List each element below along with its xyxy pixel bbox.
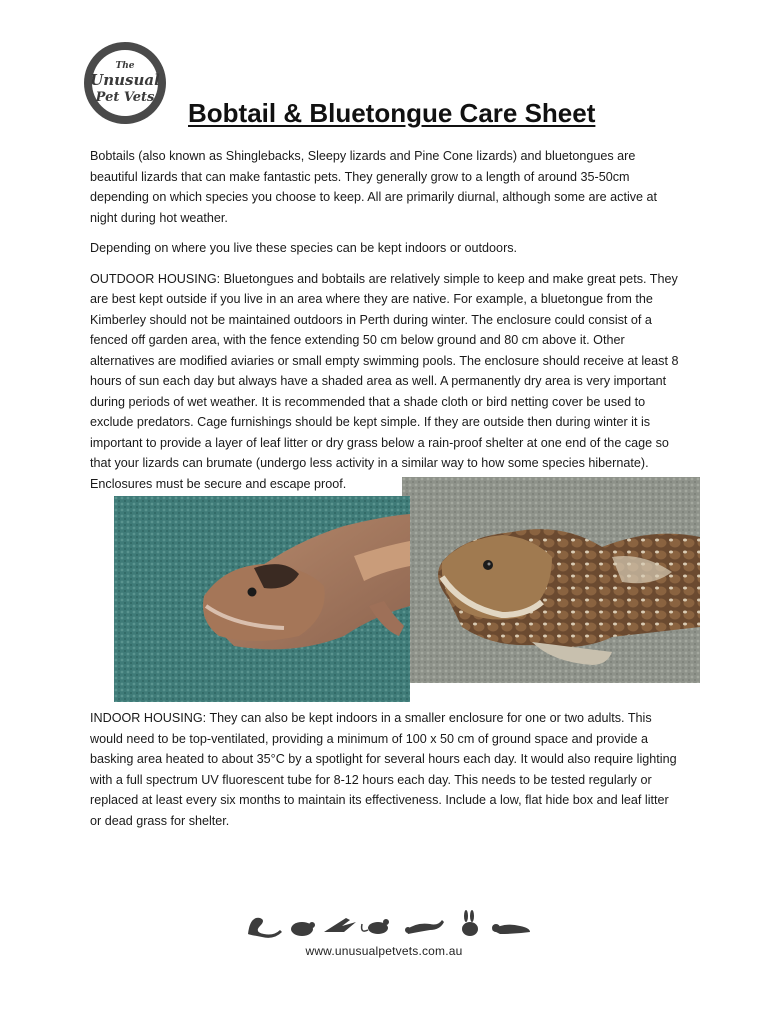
website-url: www.unusualpetvets.com.au [305,944,463,958]
outdoor-housing-text: Bluetongues and bobtails are relatively simple to keep and make great pets. They are best kept outside if you live in an area where they are native. For example, a bluetongue from the Kimberley should not be maintained outdoors in Perth during winter. The enclosure could consist of a fenced off garden area, with the fence extending 50 cm below ground and 80 cm above it. Other alternatives are modified aviaries or small empty swimming pools. The enclosure should receive at least 8 hours of sun each day but always have a shaded area as well. A permanently dry area is very important during periods of wet weather. It is recommended that a shade cloth or bird netting cover be used to exclude predators. Cage furnishings should be kept simple. If they are outside then during winter it is important to provide a layer of leaf litter or dry grass below a rain-proof shelter at one end of the cage so that your lizards can brumate (undergo less activity in a similar way to how some species hibernate). Enclosures must be secure and escape proof. [90,271,679,491]
svg-text:The: The [115,61,135,71]
ferret-icon [492,924,530,934]
animal-silhouettes-row [246,910,532,938]
indoor-housing-text: They can also be kept indoors in a smaller enclosure for one or two adults. This would need to be top-ventilated, providing a minimum of 100 x 50 cm of ground space and provide a basking area heated to about 35°C by a spotlight for several hours each day. It would also require lighting with a full spectrum UV fluorescent tube for 8-12 hours each day. This needs to be tested regularly or replaced at least every six months to maintain its effectiveness. Include a low, flat hide box and leaf litter or dead grass for shelter. [90,711,677,828]
page-title: Bobtail & Bluetongue Care Sheet [188,98,596,128]
indoors-outdoors-paragraph: Depending on where you live these species can be kept indoors or outdoors. [90,241,518,255]
svg-text:Unusual: Unusual [90,71,160,89]
rabbit-icon [462,910,478,936]
care-sheet-body [90,146,680,841]
unusual-pet-vets-logo [82,40,168,126]
guinea-pig-icon [291,922,315,936]
svg-text:Pet Vets: Pet Vets [95,90,155,105]
outdoor-housing-paragraph [90,269,680,495]
rat-icon [362,919,389,934]
lizard-icon [405,920,444,934]
bluetongue-lizard-photo [114,496,410,702]
outdoor-housing-heading: OUTDOOR HOUSING: [90,271,221,286]
indoor-housing-heading: INDOOR HOUSING: [90,711,207,725]
bobtail-lizard-photo [402,477,700,683]
snake-icon [248,918,282,938]
bird-icon [324,918,356,932]
intro-paragraph: Bobtails (also known as Shinglebacks, Sleepy lizards and Pine Cone lizards) and bluetongues are beautiful lizards that can make fantastic pets. They generally grow to a length of around 35-50cm depending on which species you choose to keep. All are primarily diurnal, although some are active at night during hot weather. [90,149,658,225]
